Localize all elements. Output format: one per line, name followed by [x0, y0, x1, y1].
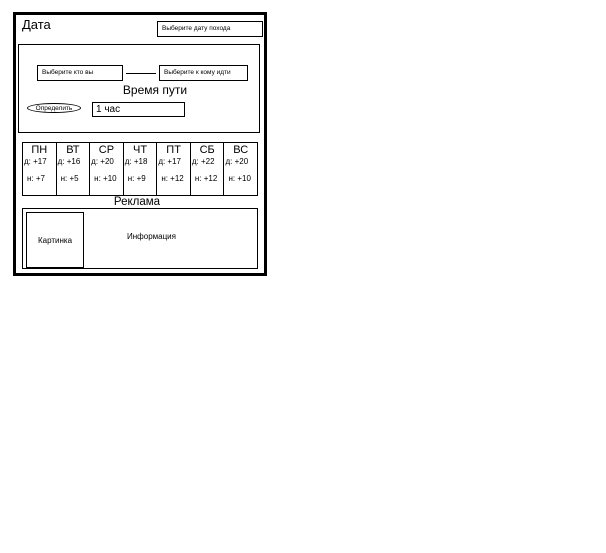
ad-info-text: Информация	[127, 232, 176, 241]
day-temperature: д: +17	[24, 157, 47, 166]
day-temperature: д: +16	[57, 157, 81, 166]
night-temperature: н: +9	[127, 174, 146, 183]
day-temperature: д: +20	[91, 157, 114, 166]
night-temperature: н: +12	[161, 174, 184, 183]
day-name: ВС	[233, 144, 249, 156]
day-name: ВТ	[66, 144, 80, 156]
night-temperature: н: +10	[94, 174, 117, 183]
date-picker-input[interactable]: Выберите дату похода	[157, 21, 263, 37]
night-temperature: н: +5	[60, 174, 79, 183]
travel-time-field: 1 час	[92, 102, 185, 117]
day-name: ПН	[31, 144, 48, 156]
day-column-mon	[23, 143, 57, 195]
date-title: Дата	[22, 17, 51, 32]
day-name: СР	[98, 144, 115, 156]
day-temperature: д: +20	[225, 157, 249, 166]
day-column-sat	[191, 143, 225, 195]
travel-time-title: Время пути	[122, 83, 188, 97]
day-name: ПТ	[166, 144, 181, 156]
ad-image-label: Картинка	[37, 235, 73, 245]
night-temperature: н: +10	[228, 174, 251, 183]
ad-image-placeholder[interactable]	[26, 212, 84, 268]
whom-select[interactable]: Выберите к кому идти	[159, 65, 248, 81]
determine-button[interactable]: Определить	[27, 103, 81, 113]
day-column-fri	[157, 143, 191, 195]
night-temperature: н: +12	[194, 174, 218, 183]
night-temperature: н: +7	[27, 174, 45, 183]
day-column-sun	[224, 143, 257, 195]
day-name: ЧТ	[132, 144, 148, 156]
weather-week	[22, 142, 258, 196]
day-temperature: д: +17	[158, 157, 181, 166]
who-select[interactable]: Выберите кто вы	[37, 65, 123, 81]
ad-banner[interactable]	[22, 208, 258, 269]
day-column-thu	[124, 143, 158, 195]
route-connector-line	[126, 73, 156, 74]
ad-title: Реклама	[113, 196, 161, 208]
day-name: СБ	[199, 144, 215, 156]
day-temperature: д: +18	[124, 157, 148, 166]
day-column-tue	[57, 143, 91, 195]
day-column-wed	[90, 143, 124, 195]
app-frame	[13, 12, 267, 276]
day-temperature: д: +22	[191, 157, 215, 166]
route-panel	[18, 44, 260, 133]
